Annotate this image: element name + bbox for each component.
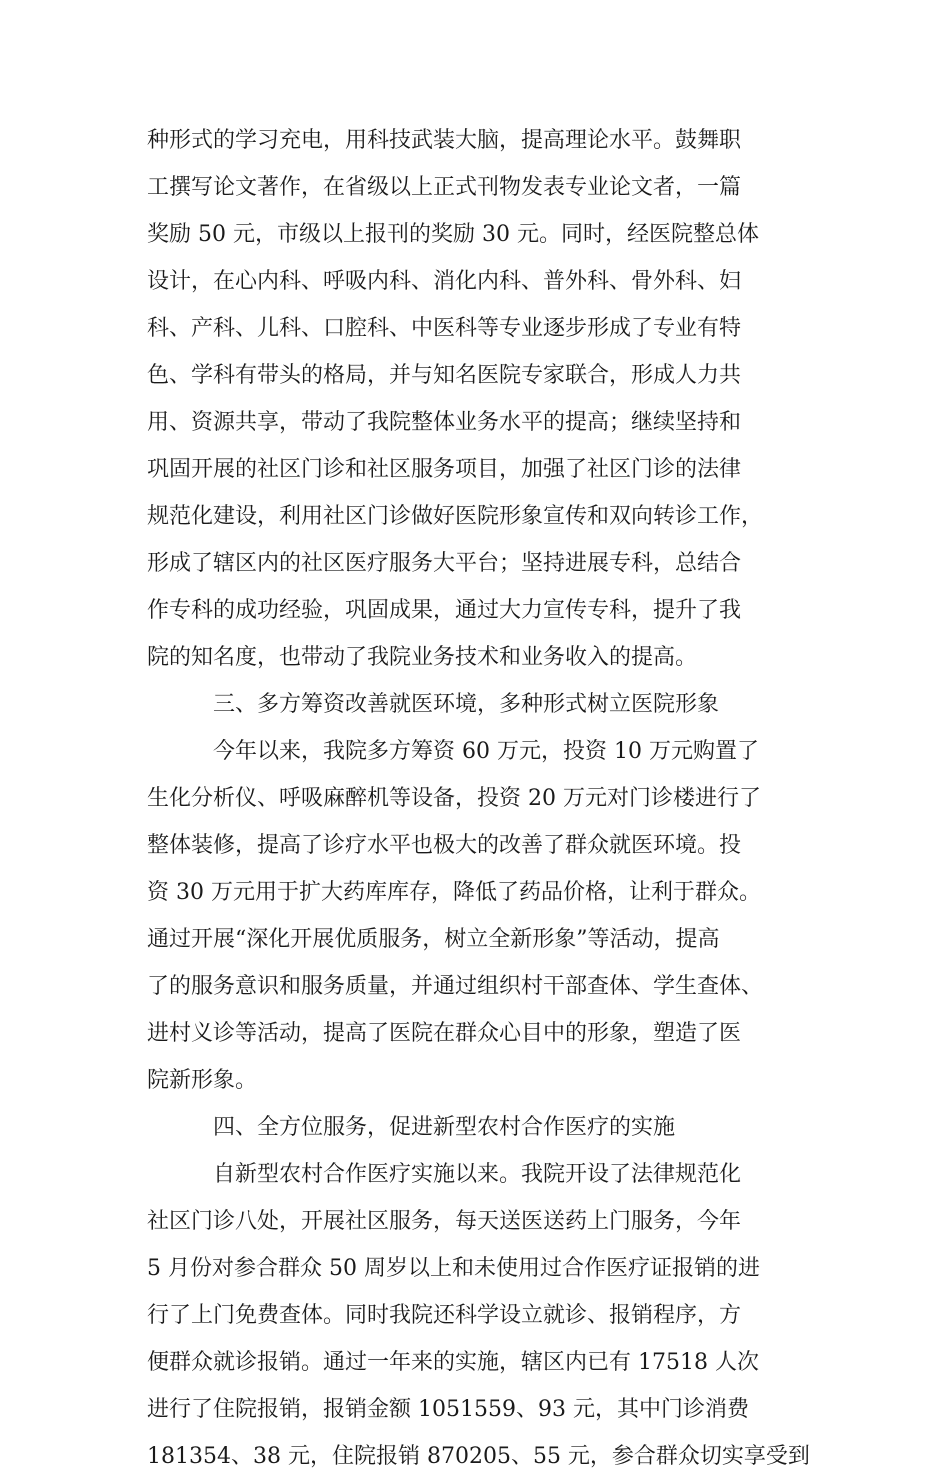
text-line: 资 30 万元用于扩大药库库存，降低了药品价格，让利于群众。 xyxy=(147,880,761,905)
text-line: 院新形象。 xyxy=(147,1068,258,1093)
text-line: 今年以来，我院多方筹资 60 万元，投资 10 万元购置了 xyxy=(213,739,759,764)
text-line: 工撰写论文著作，在省级以上正式刊物发表专业论文者，一篇 xyxy=(147,175,742,200)
document-body xyxy=(147,117,810,1480)
text-line: 规范化建设，利用社区门诊做好医院形象宣传和双向转诊工作， xyxy=(147,504,764,529)
text-line: 整体装修，提高了诊疗水平也极大的改善了群众就医环境。投 xyxy=(147,833,742,858)
text-line: 形成了辖区内的社区医疗服务大平台；坚持进展专科，总结合 xyxy=(147,551,742,576)
text-line: 奖励 50 元，市级以上报刊的奖励 30 元。同时，经医院整总体 xyxy=(147,222,759,247)
text-line: 用、资源共享，带动了我院整体业务水平的提高；继续坚持和 xyxy=(147,410,742,435)
text-line: 5 月份对参合群众 50 周岁以上和未使用过合作医疗证报销的进 xyxy=(147,1256,760,1281)
text-line: 种形式的学习充电，用科技武装大脑，提高理论水平。鼓舞职 xyxy=(147,128,742,153)
text-line: 自新型农村合作医疗实施以来。我院开设了法律规范化 xyxy=(213,1162,742,1187)
text-line: 便群众就诊报销。通过一年来的实施，辖区内已有 17518 人次 xyxy=(147,1350,759,1375)
text-line: 色、学科有带头的格局，并与知名医院专家联合，形成人力共 xyxy=(147,363,742,388)
text-line: 通过开展“深化开展优质服务，树立全新形象”等活动，提高 xyxy=(147,927,720,952)
text-line: 设计，在心内科、呼吸内科、消化内科、普外科、骨外科、妇 xyxy=(147,269,742,294)
text-line: 作专科的成功经验，巩固成果，通过大力宣传专科，提升了我 xyxy=(147,598,742,623)
text-line: 了的服务意识和服务质量，并通过组织村干部查体、学生查体、 xyxy=(147,974,764,999)
text-line: 社区门诊八处，开展社区服务，每天送医送药上门服务，今年 xyxy=(147,1209,742,1234)
text-line: 院的知名度，也带动了我院业务技术和业务收入的提高。 xyxy=(147,645,698,670)
text-line: 181354、38 元，住院报销 870205、55 元，参合群众切实享受到 xyxy=(147,1444,810,1469)
text-line: 四、全方位服务，促进新型农村合作医疗的实施 xyxy=(213,1115,676,1140)
text-line: 三、多方筹资改善就医环境，多种形式树立医院形象 xyxy=(213,692,720,717)
text-line: 巩固开展的社区门诊和社区服务项目，加强了社区门诊的法律 xyxy=(147,457,742,482)
text-line: 行了上门免费查体。同时我院还科学设立就诊、报销程序，方 xyxy=(147,1303,742,1328)
text-line: 进行了住院报销，报销金额 1051559、93 元，其中门诊消费 xyxy=(147,1397,749,1422)
text-line: 生化分析仪、呼吸麻醉机等设备，投资 20 万元对门诊楼进行了 xyxy=(147,786,761,811)
text-line: 科、产科、儿科、口腔科、中医科等专业逐步形成了专业有特 xyxy=(147,316,742,341)
text-line: 进村义诊等活动，提高了医院在群众心目中的形象，塑造了医 xyxy=(147,1021,742,1046)
